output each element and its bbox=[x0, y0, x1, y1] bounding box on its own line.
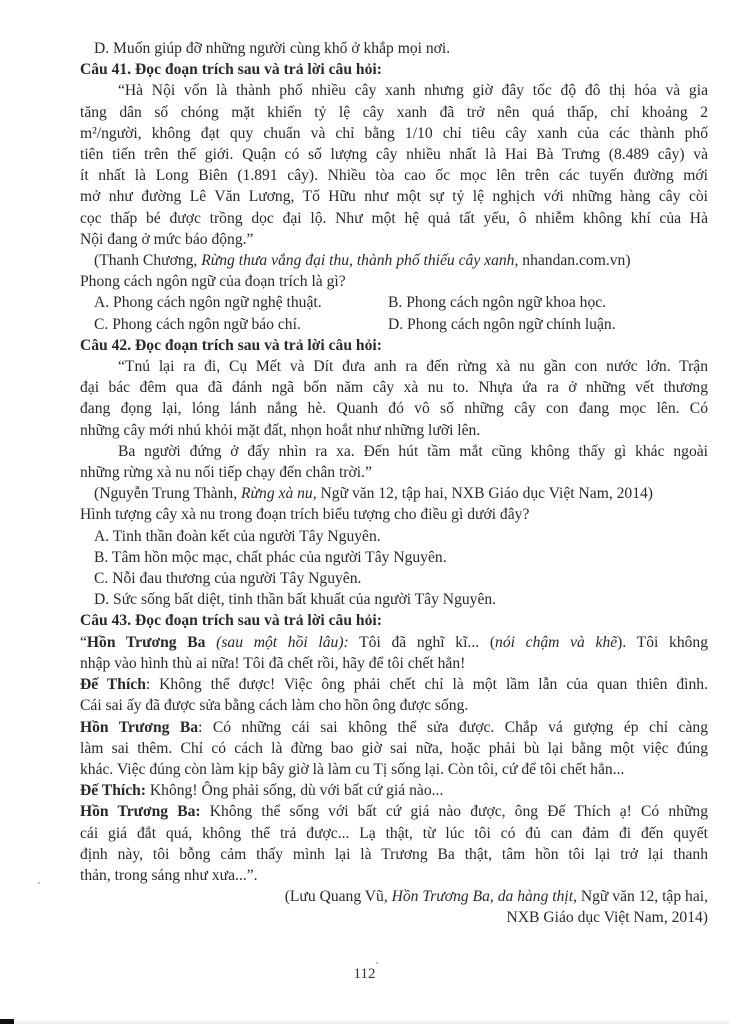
scan-corner-mark bbox=[0, 1019, 14, 1024]
scan-bottom-edge bbox=[0, 1019, 729, 1024]
q43-dialogue-line bbox=[80, 632, 708, 653]
q43-speaker: Hồn Trương Ba bbox=[80, 718, 199, 736]
q43-dialogue-text: Tôi đã nghĩ kĩ... ( bbox=[348, 633, 496, 651]
q42-question: Hình tượng cây xà nu trong đoạn trích biểu tượng cho điều gì dưới đây? bbox=[80, 506, 530, 524]
q43-source-title: Hồn Trương Ba, da hàng thịt bbox=[391, 888, 574, 906]
q41-passage-line: tiên tiến trên thế giới. Quận có số lượng cây nhiều nhất là Hai Bà Trưng (8.489 cây) và bbox=[80, 146, 708, 164]
page-number: 112 bbox=[353, 966, 376, 982]
q41-passage-line: Nội đang ở mức báo động.” bbox=[80, 230, 254, 248]
q42-source-author: (Nguyễn Trung Thành, bbox=[94, 485, 241, 503]
q43-source-line2: NXB Giáo dục Việt Nam, 2014) bbox=[506, 909, 708, 927]
q42-source bbox=[80, 483, 708, 504]
q43-source-author: (Lưu Quang Vũ, bbox=[284, 888, 392, 906]
q43-stage-direction: (sau một hồi lâu): bbox=[205, 633, 349, 651]
q43-dialogue-text: : Có những cái sai không thể sửa được. Chắp vá gượng ép chỉ càng bbox=[198, 718, 708, 736]
q42-passage-line: Ba người đứng ở đấy nhìn ra xa. Đến hút tầm mắt cũng không thấy gì khác ngoài bbox=[118, 442, 708, 460]
q42-option-c[interactable]: C. Nỗi đau thương của người Tây Nguyên. bbox=[94, 570, 362, 588]
q43-dialogue-line: cái giá đắt quá, không thể trả được... Lạ thật, từ lúc tôi có đủ can đảm đi đến quyết bbox=[80, 824, 708, 842]
q43-dialogue-line bbox=[80, 780, 708, 801]
q41-option-a[interactable]: A. Phong cách ngôn ngữ nghệ thuật. bbox=[94, 294, 322, 312]
page-content bbox=[80, 38, 708, 929]
q43-dialogue-line: thản, trong sáng như xưa...”. bbox=[80, 866, 258, 884]
q43-stage-direction: nói chậm và khẽ bbox=[495, 633, 618, 651]
q43-speaker: Đế Thích bbox=[80, 676, 146, 694]
q41-passage-line: tăng dân số chóng mặt khiến tỷ lệ cây xanh đã trở nên quá thấp, chỉ khoảng 2 bbox=[80, 103, 708, 121]
q42-passage-line: những rừng xà nu nối tiếp chạy đến chân trời.” bbox=[80, 464, 372, 482]
q42-passage-line: đang đọng lại, lóng lánh nắng hè. Quanh đó vô số những cây con đang mọc lên. Có bbox=[80, 400, 708, 418]
q41-source-author: (Thanh Chương, bbox=[94, 252, 202, 270]
q43-dialogue-line bbox=[80, 674, 708, 695]
q41-option-d[interactable]: D. Phong cách ngôn ngữ chính luận. bbox=[388, 315, 616, 333]
scan-speck bbox=[376, 962, 378, 964]
q41-passage-line: ít nhất là Long Biên (1.891 cây). Nhiều tòa cao ốc mọc lên trên các tuyến đường mới bbox=[80, 167, 708, 185]
q43-dialogue-text: ). Tôi không bbox=[617, 633, 709, 651]
q43-speaker: Hồn Trương Ba: bbox=[80, 803, 201, 821]
q42-passage-line: những cây mới nhú khỏi mặt đất, nhọn hoắt như những lưỡi lên. bbox=[80, 421, 481, 439]
q41-options-row bbox=[80, 314, 708, 335]
q43-dialogue-text: Không! Ông phải sống, dù với bất cứ giá nào... bbox=[146, 782, 444, 800]
q41-option-c[interactable]: C. Phong cách ngôn ngữ báo chí. bbox=[94, 315, 301, 333]
q41-source bbox=[80, 250, 708, 271]
q41-question: Phong cách ngôn ngữ của đoạn trích là gì? bbox=[80, 273, 346, 291]
q42-option-b[interactable]: B. Tâm hồn mộc mạc, chất phác của người Tây Nguyên. bbox=[94, 548, 447, 566]
q41-passage-line: mở như đường Lê Văn Lương, Tố Hữu như một sự tỷ lệ nghịch với những hàng cây còi bbox=[80, 188, 708, 206]
q43-dialogue-line: làm sai thêm. Chỉ có cách là đừng bao giờ sai nữa, hoặc phải bù lại bằng một việc đúng bbox=[80, 739, 708, 757]
q43-heading: Câu 43. Đọc đoạn trích sau và trả lời câu hỏi: bbox=[80, 612, 382, 630]
q41-option-b[interactable]: B. Phong cách ngôn ngữ khoa học. bbox=[388, 294, 607, 312]
q42-source-title: Rừng xà nu bbox=[241, 485, 313, 503]
q42-heading: Câu 42. Đọc đoạn trích sau và trả lời câu hỏi: bbox=[80, 336, 382, 354]
q41-passage-line: “Hà Nội vốn là thành phố nhiều cây xanh nhưng giờ đây tốc độ đô thị hóa và gia bbox=[118, 82, 708, 100]
q43-dialogue-line: nhập vào hình thù ai nữa! Tôi đã chết rồi, hãy để tôi chết hẳn! bbox=[80, 654, 466, 672]
q41-source-publisher: , nhandan.com.vn) bbox=[514, 252, 631, 270]
q43-dialogue-line: Cái sai ấy đã được sửa bằng cách làm cho hồn ông được sống. bbox=[80, 697, 469, 715]
scan-speck bbox=[38, 882, 40, 884]
prev-option-d: D. Muốn giúp đỡ những người cùng khổ ở khắp mọi nơi. bbox=[94, 40, 451, 57]
q42-passage-line: “Tnú lại ra đi, Cụ Mết và Dít đưa anh ra đến rừng xà nu gần con nước lớn. Trận bbox=[118, 358, 708, 376]
q41-source-title: Rừng thưa vắng đại thu, thành phố thiếu cây xanh bbox=[201, 252, 515, 270]
q43-dialogue-text: Không thể sống với bất cứ giá nào được, ông Đế Thích ạ! Có những bbox=[200, 803, 708, 821]
q43-dialogue-line: định này, tôi bỗng cảm thấy mình lại là Trương Ba thật, tâm hồn tôi lại trở lại thanh bbox=[80, 845, 708, 863]
q43-speaker: Hồn Trương Ba bbox=[86, 633, 206, 651]
q43-speaker: Đế Thích: bbox=[80, 782, 146, 800]
q42-option-a[interactable]: A. Tinh thần đoàn kết của người Tây Nguyên. bbox=[94, 527, 381, 545]
q42-source-publisher: , Ngữ văn 12, tập hai, NXB Giáo dục Việt Nam, 2014) bbox=[312, 485, 654, 503]
q43-dialogue-line bbox=[80, 801, 708, 822]
q43-dialogue-line bbox=[80, 717, 708, 738]
q41-heading: Câu 41. Đọc đoạn trích sau và trả lời câu hỏi: bbox=[80, 61, 382, 79]
q42-passage-line: đại bác đêm qua đã đánh ngã bốn năm cây xà nu to. Nhựa ứa ra ở những vết thương bbox=[80, 379, 708, 397]
q43-source-publisher: , Ngữ văn 12, tập hai, bbox=[573, 888, 708, 906]
q43-open-quote: “ bbox=[80, 633, 87, 651]
q43-source bbox=[80, 886, 708, 907]
q41-passage-line: m²/người, không đạt quy chuẩn và chỉ bằng 1/10 chỉ tiêu cây xanh của các thành phố bbox=[80, 124, 708, 142]
q41-options-row bbox=[80, 292, 708, 313]
q41-passage-line: cọc thấp bé được trồng dọc đại lộ. Như một hệ quả tất yếu, ô nhiễm không khí của Hà bbox=[80, 209, 708, 227]
q42-option-d[interactable]: D. Sức sống bất diệt, tinh thần bất khuất của người Tây Nguyên. bbox=[94, 591, 497, 609]
q43-dialogue-text: : Không thể được! Việc ông phải chết chỉ là một lầm lẫn của quan thiên đình. bbox=[145, 676, 708, 694]
q43-dialogue-line: khác. Việc đúng còn làm kịp bây giờ là làm cu Tị sống lại. Còn tôi, cứ để tôi chết hẳn... bbox=[80, 760, 625, 778]
